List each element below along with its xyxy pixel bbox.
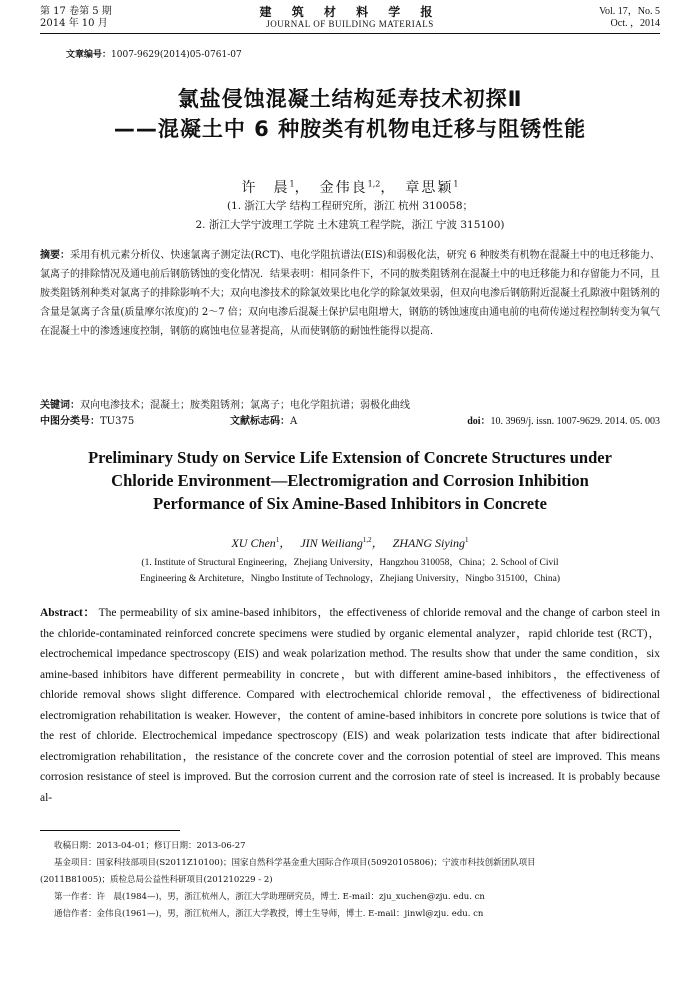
author-separator: ， [279,536,286,550]
doi[interactable] [467,414,660,430]
affiliation-cn-1: (1. 浙江大学 结构工程研究所，浙江 杭州 310058； [226,200,474,212]
author-cn-3: 章思颖 [405,180,454,196]
abstract-cn-label: 摘要： [40,250,71,261]
affiliation-en-1: (1. Institute of Structural Engineering，Zhejiang University，Hangzhou 310058，China；2. School of Civil [141,558,559,568]
abstract-cn [40,246,660,341]
affiliations-cn [40,197,660,235]
date-cn: 2014 年 10 月 [40,18,108,29]
volume-issue-cn: 第 17 卷第 5 期 [40,6,112,17]
title-cn [40,84,660,144]
doi-label: doi： [467,416,491,427]
document-code-value: A [290,416,298,427]
keywords-cn-text: 双向电渗技术；混凝土；胺类阻锈剂；氯离子；电化学阻抗谱；弱极化曲线 [80,400,410,411]
date-en: Oct. ，2014 [610,18,660,29]
affiliations-en [60,555,640,587]
affiliation-cn-2: 2. 浙江大学宁波理工学院 土木建筑工程学院，浙江 宁波 315100) [195,219,505,231]
abstract-en [40,603,660,808]
corresponding-author-note: 通信作者：金伟良(1961—)，男，浙江杭州人，浙江大学教授，博士生导师，博士. E-mail：jinwl@zju. edu. cn [54,909,484,919]
article-number-value: 1007-9629(2014)05-0761-07 [111,50,242,60]
author-en-1: XU Chen [231,536,276,550]
abstract-en-label: Abstract： [40,607,96,619]
affiliation-en-2: Engineering & Architeture，Ningbo Institute of Technology，Zhejiang University，Ningbo 315100，China) [140,574,560,584]
authors-en [40,534,660,551]
article-number-label: 文章编号： [66,50,112,60]
journal-name-cn: 建 筑 材 料 学 报 [259,5,441,19]
author-cn-1: 许 晨 [241,180,290,196]
author-cn-1-affil: 1 [289,179,295,189]
author-en-1-affil: 1 [275,536,280,544]
document-code-label: 文献标志码： [230,416,290,427]
journal-name [40,6,660,30]
volume-issue-en: Vol. 17，No. 5 [599,6,660,17]
classification-line [40,414,660,430]
author-en-3-affil: 1 [465,536,469,544]
title-en-line3: Performance of Six Amine-Based Inhibitors in Concrete [153,494,547,513]
footnote-rule [40,830,180,831]
funding-line2: (2011B81005)；质检总局公益性科研项目(201210229 - 2) [40,875,273,885]
journal-name-en: JOURNAL OF BUILDING MATERIALS [266,19,434,29]
author-separator: ， [380,180,390,196]
author-cn-2-affil: 1,2 [367,179,381,189]
title-cn-line2: ——混凝土中 6 种胺类有机物电迁移与阻锈性能 [113,117,587,141]
author-en-3: ZHANG Siying [392,536,466,550]
abstract-en-text: The permeability of six amine-based inhibitors，the effectiveness of chloride removal and the change of carbon steel in the chloride-contaminated reinforced concrete specimens were studied by organic elemental analyzer，rapid chloride test (RCT)，electrochemical impedance spectroscopy (EIS) and weak polarization method. The results show that under the same condition，six amine-based inhibitors have different permeability in concrete，but with different amine-based inhibitors，the effectiveness of chloride removal shows slight difference. Compared with electrochemical chloride removal，the effectiveness of bidirectional electromigration rehabilitation is weaker. However，the content of amine-based inhibitors in concrete pore solutions is twice that of the rest of chloride. Electrochemical impedance spectroscopy (EIS) and weak polarization tests indicate that after bidirectional electromigration rehabilitation，the resistance of the concrete cover and the corrosion potential of steel are improved. This means corrosion resistance of steel is improved. But the corrosion current and the corrosion rate of steel is increased. It is probably because al- [40,607,660,804]
clc-number [40,414,230,430]
funding-line1: 基金项目：国家科技部项目(S2011Z10100)；国家自然科学基金重大国际合作项目(50920105806)；宁波市科技创新团队项目 [54,858,536,868]
keywords-cn [40,398,660,414]
clc-value: TU375 [100,416,135,427]
title-en [40,446,660,515]
received-dates: 收稿日期：2013-04-01；修订日期：2013-06-27 [54,841,246,851]
author-cn-3-affil: 1 [453,179,459,189]
doi-value[interactable]: 10. 3969/j. issn. 1007-9629. 2014. 05. 003 [490,416,660,427]
author-en-2: JIN Weiliang [300,536,363,550]
keywords-cn-label: 关键词： [40,400,80,411]
document-code [230,414,420,430]
clc-label: 中图分类号： [40,416,100,427]
title-en-line1: Preliminary Study on Service Life Extension of Concrete Structures under [88,448,612,467]
author-separator: ， [371,536,378,550]
author-en-2-affil: 1,2 [362,536,372,544]
running-header [40,6,660,32]
issue-info-en [599,6,660,30]
footnotes [40,838,660,923]
authors-cn [40,177,660,197]
author-separator: ， [294,180,304,196]
author-cn-2: 金伟良 [319,180,368,196]
first-author-note: 第一作者：许 晨(1984—)，男，浙江杭州人，浙江大学助理研究员，博士. E-mail：zju_xuchen@zju. edu. cn [54,892,485,902]
article-number [66,47,242,60]
title-en-line2: Chloride Environment—Electromigration and Corrosion Inhibition [111,471,589,490]
header-rule [40,33,660,34]
abstract-cn-text: 采用有机元素分析仪、快速氯离子测定法(RCT)、电化学阻抗谱法(EIS)和弱极化法，研究 6 种胺类有机物在混凝土中的电迁移能力、氯离子的排除情况及通电前后钢筋锈蚀的变化情况．结果表明：相同条件下，不同的胺类阻锈剂在混凝土中的电迁移能力和存留能力不同，且胺类阻锈剂种类对氯离子的排除影响不大；双向电渗技术的除氯效果比电化学的除氯效果弱，但双向电渗后钢筋附近混凝土孔隙液中阻锈剂的含量是氯离子含量(质量摩尔浓度)的 2～7 倍；双向电渗后混凝土保护层电阻增大，钢筋的锈蚀速度由通电前的电荷传递过程控制转变为氧气在混凝土中的渗透速度控制，钢筋的腐蚀电位显著提高，从而使钢筋的耐蚀性能得以提高． [40,250,660,337]
title-cn-line1: 氯盐侵蚀混凝土结构延寿技术初探Ⅱ [177,87,523,111]
